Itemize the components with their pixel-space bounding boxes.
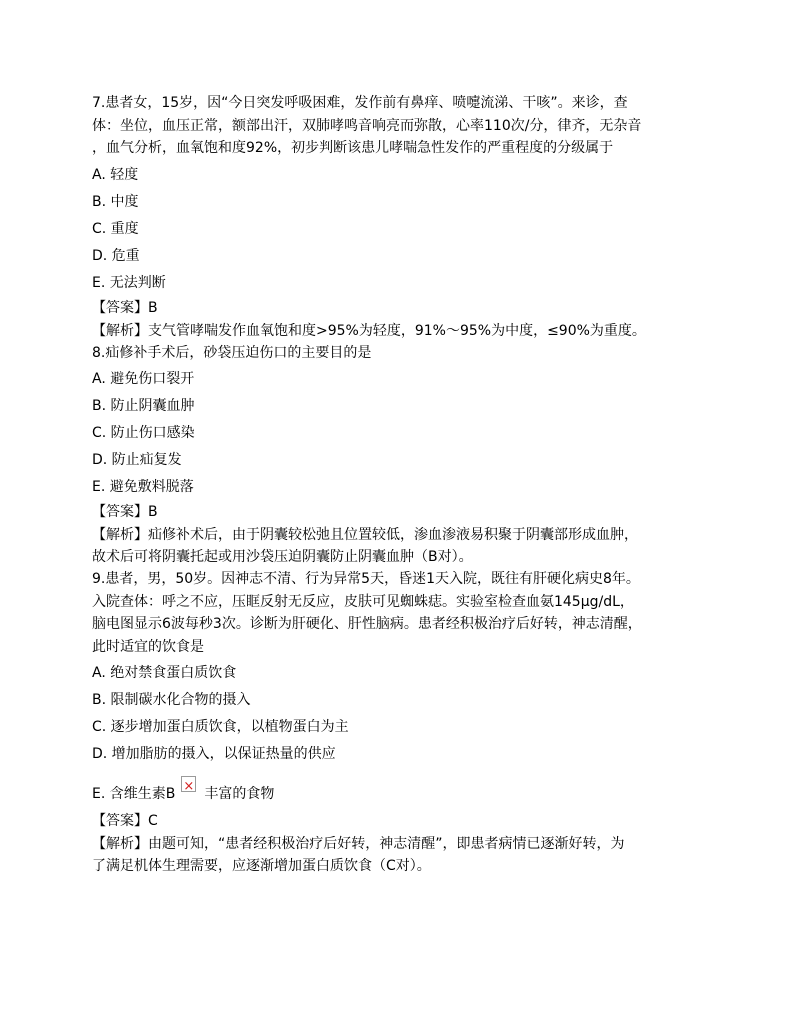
question-text-line: 9.患者，男，50岁。因神志不清、行为异常5天，昏迷1天入院，既往有肝硬化病史8年。 bbox=[92, 571, 640, 587]
question-text-line: 脑电图显示6波每秒3次。诊断为肝硬化、肝性脑病。患者经积极治疗后好转，神志清醒， bbox=[92, 616, 642, 632]
option-e-suffix: 丰富的食物 bbox=[204, 786, 275, 802]
option-e-prefix: E. 含维生素B bbox=[92, 786, 176, 802]
question-text-line: ，血气分析，血氧饱和度92%，初步判断该患儿哮喘急性发作的严重程度的分级属于 bbox=[92, 140, 614, 156]
option-d: D. 危重 bbox=[92, 247, 140, 264]
option-a: A. 避免伤口裂开 bbox=[92, 371, 195, 387]
option-e: E. 无法判断 bbox=[92, 274, 166, 291]
option-a: A. 绝对禁食蛋白质饮食 bbox=[92, 665, 237, 681]
option-c: C. 逐步增加蛋白质饮食，以植物蛋白为主 bbox=[92, 719, 349, 735]
broken-image-icon bbox=[181, 776, 196, 792]
explanation-line: 故术后可将阴囊托起或用沙袋压迫阴囊防止阴囊血肿（B对）。 bbox=[92, 549, 473, 565]
answer-label: 【答案】C bbox=[92, 813, 158, 829]
option-d: D. 增加脂肪的摄入，以保证热量的供应 bbox=[92, 746, 336, 762]
question-text-line: 7.患者女，15岁，因“今日突发呼吸困难，发作前有鼻痒、喷嚏流涕、干咳”。来诊，查 bbox=[92, 95, 628, 111]
answer-label: 【答案】B bbox=[92, 504, 158, 520]
question-text-line: 此时适宜的饮食是 bbox=[92, 638, 204, 655]
explanation-line: 【解析】疝修补术后，由于阴囊较松弛且位置较低，渗血渗液易积聚于阴囊部形成血肿， bbox=[92, 527, 638, 543]
document-page bbox=[92, 92, 704, 877]
option-c: C. 防止伤口感染 bbox=[92, 425, 195, 441]
question-text-line: 体：坐位，血压正常，额部出汗，双肺哮鸣音响亮而弥散，心率110次/分，律齐，无杂音 bbox=[92, 117, 642, 134]
option-e: E. 避免敷料脱落 bbox=[92, 479, 194, 495]
question-7 bbox=[92, 92, 704, 342]
explanation bbox=[92, 320, 704, 342]
explanation bbox=[92, 524, 704, 568]
option-c: C. 重度 bbox=[92, 220, 139, 237]
option-d: D. 防止疝复发 bbox=[92, 452, 182, 468]
question-8 bbox=[92, 342, 704, 569]
answer-label: 【答案】B bbox=[92, 299, 158, 316]
option-b: B. 防止阴囊血肿 bbox=[92, 398, 195, 414]
explanation-line: 【解析】支气管哮喘发作血氧饱和度>95%为轻度，91%～95%为中度，≤90%为重度。 bbox=[92, 322, 646, 339]
option-a: A. 轻度 bbox=[92, 166, 139, 183]
explanation-line: 【解析】由题可知，“患者经积极治疗后好转，神志清醒”，即患者病情已逐渐好转，为 bbox=[92, 836, 625, 852]
explanation bbox=[92, 833, 704, 877]
option-b: B. 中度 bbox=[92, 193, 139, 210]
question-9 bbox=[92, 568, 704, 877]
explanation-line: 了满足机体生理需要，应逐渐增加蛋白质饮食（C对）。 bbox=[92, 858, 431, 874]
question-text-line: 8.疝修补手术后，砂袋压迫伤口的主要目的是 bbox=[92, 344, 372, 361]
option-b: B. 限制碳水化合物的摄入 bbox=[92, 692, 251, 708]
option-e bbox=[92, 768, 704, 810]
question-text-line: 入院查体：呼之不应，压眶反射无反应，皮肤可见蜘蛛痣。实验室检查血氨145μg/dL， bbox=[92, 593, 634, 610]
